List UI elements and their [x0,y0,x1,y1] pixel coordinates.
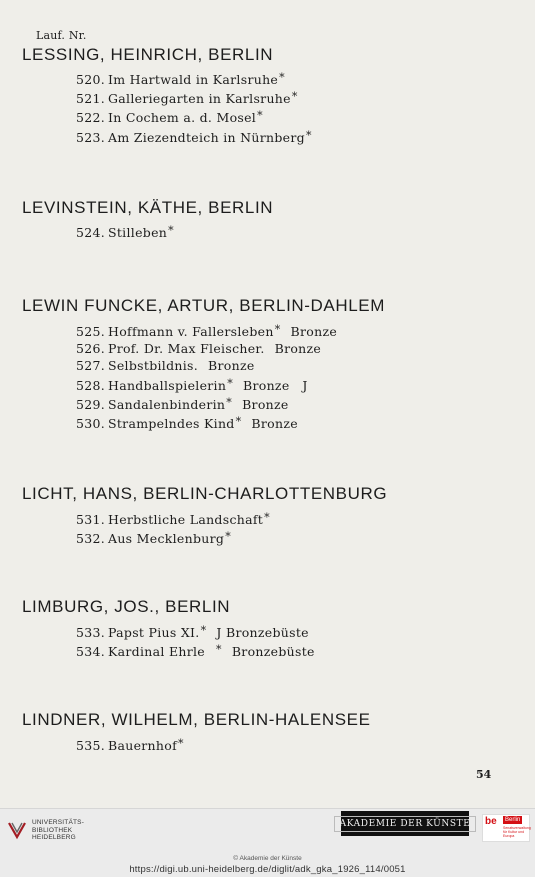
artist-heading: LEWIN FUNCKE, ARTUR, BERLIN-DAHLEM [22,296,385,315]
berlin-be-mark: be [485,816,497,827]
works-list [76,222,174,241]
akademie-der-kuenste-logo[interactable] [341,811,469,836]
work-item: 521. Galleriegarten in Karlsruhe* [76,90,298,107]
work-item: 534. Kardinal Ehrle * Bronzebüste [76,643,315,660]
berlin-tag: Berlin [505,817,521,823]
work-item: 535. Bauernhof* [76,737,184,753]
work-item: 523. Am Ziezendteich in Nürnberg* [76,128,312,145]
works-list [76,622,315,660]
university-logo-line: BIBLIOTHEK [32,826,73,834]
work-item: 529. Sandalenbinderin* Bronze [76,395,289,412]
work-item: 526. Prof. Dr. Max Fleischer. Bronze [76,341,322,357]
artist-heading: LINDNER, WILHELM, BERLIN-HALENSEE [22,710,371,729]
works-list [76,735,184,754]
work-item: 530. Strampelndes Kind* Bronze [76,415,298,432]
work-item: 520. Im Hartwald in Karlsruhe* [76,71,285,87]
artist-heading: LEVINSTEIN, KÄTHE, BERLIN [22,198,274,217]
university-logo-line: HEIDELBERG [32,834,76,841]
work-item: 532. Aus Mecklenburg* [76,530,232,547]
works-list [76,509,270,547]
work-item: 522. In Cochem a. d. Mosel* [76,109,263,126]
work-item: 533. Papst Pius XI.* J Bronzebüste [76,624,309,640]
artist-heading: LICHT, HANS, BERLIN-CHARLOTTENBURG [22,484,388,503]
copyright-notice: © Akademie der Künste [233,855,302,862]
university-seal-icon [6,819,28,841]
work-item: 527. Selbstbildnis. Bronze [76,358,255,374]
artist-heading: LESSING, HEINRICH, BERLIN [22,45,274,64]
university-library-logo[interactable] [6,819,84,842]
artist-heading: LIMBURG, JOS., BERLIN [22,597,231,616]
akademie-label: AKADEMIE DER KÜNSTE [334,816,477,832]
work-item: 531. Herbstliche Landschaft* [76,511,270,527]
berlin-subtitle: Senatsverwaltung für Kultur und Europa [503,826,531,838]
work-item: 524. Stilleben* [76,224,174,240]
page-url[interactable]: https://digi.ub.uni-heidelberg.de/diglit/adk_gka_1926_114/0051 [129,864,406,875]
berlin-senate-logo[interactable] [482,814,530,842]
university-logo-line: UNIVERSITÄTS- [32,819,85,826]
works-list [76,69,312,146]
header-label: Lauf. Nr. [36,29,87,42]
work-item: 525. Hoffmann v. Fallersleben* Bronze [76,323,338,339]
works-list [76,321,337,432]
page-number: 54 [476,768,492,781]
work-item: 528. Handballspielerin* Bronze J [76,376,308,393]
